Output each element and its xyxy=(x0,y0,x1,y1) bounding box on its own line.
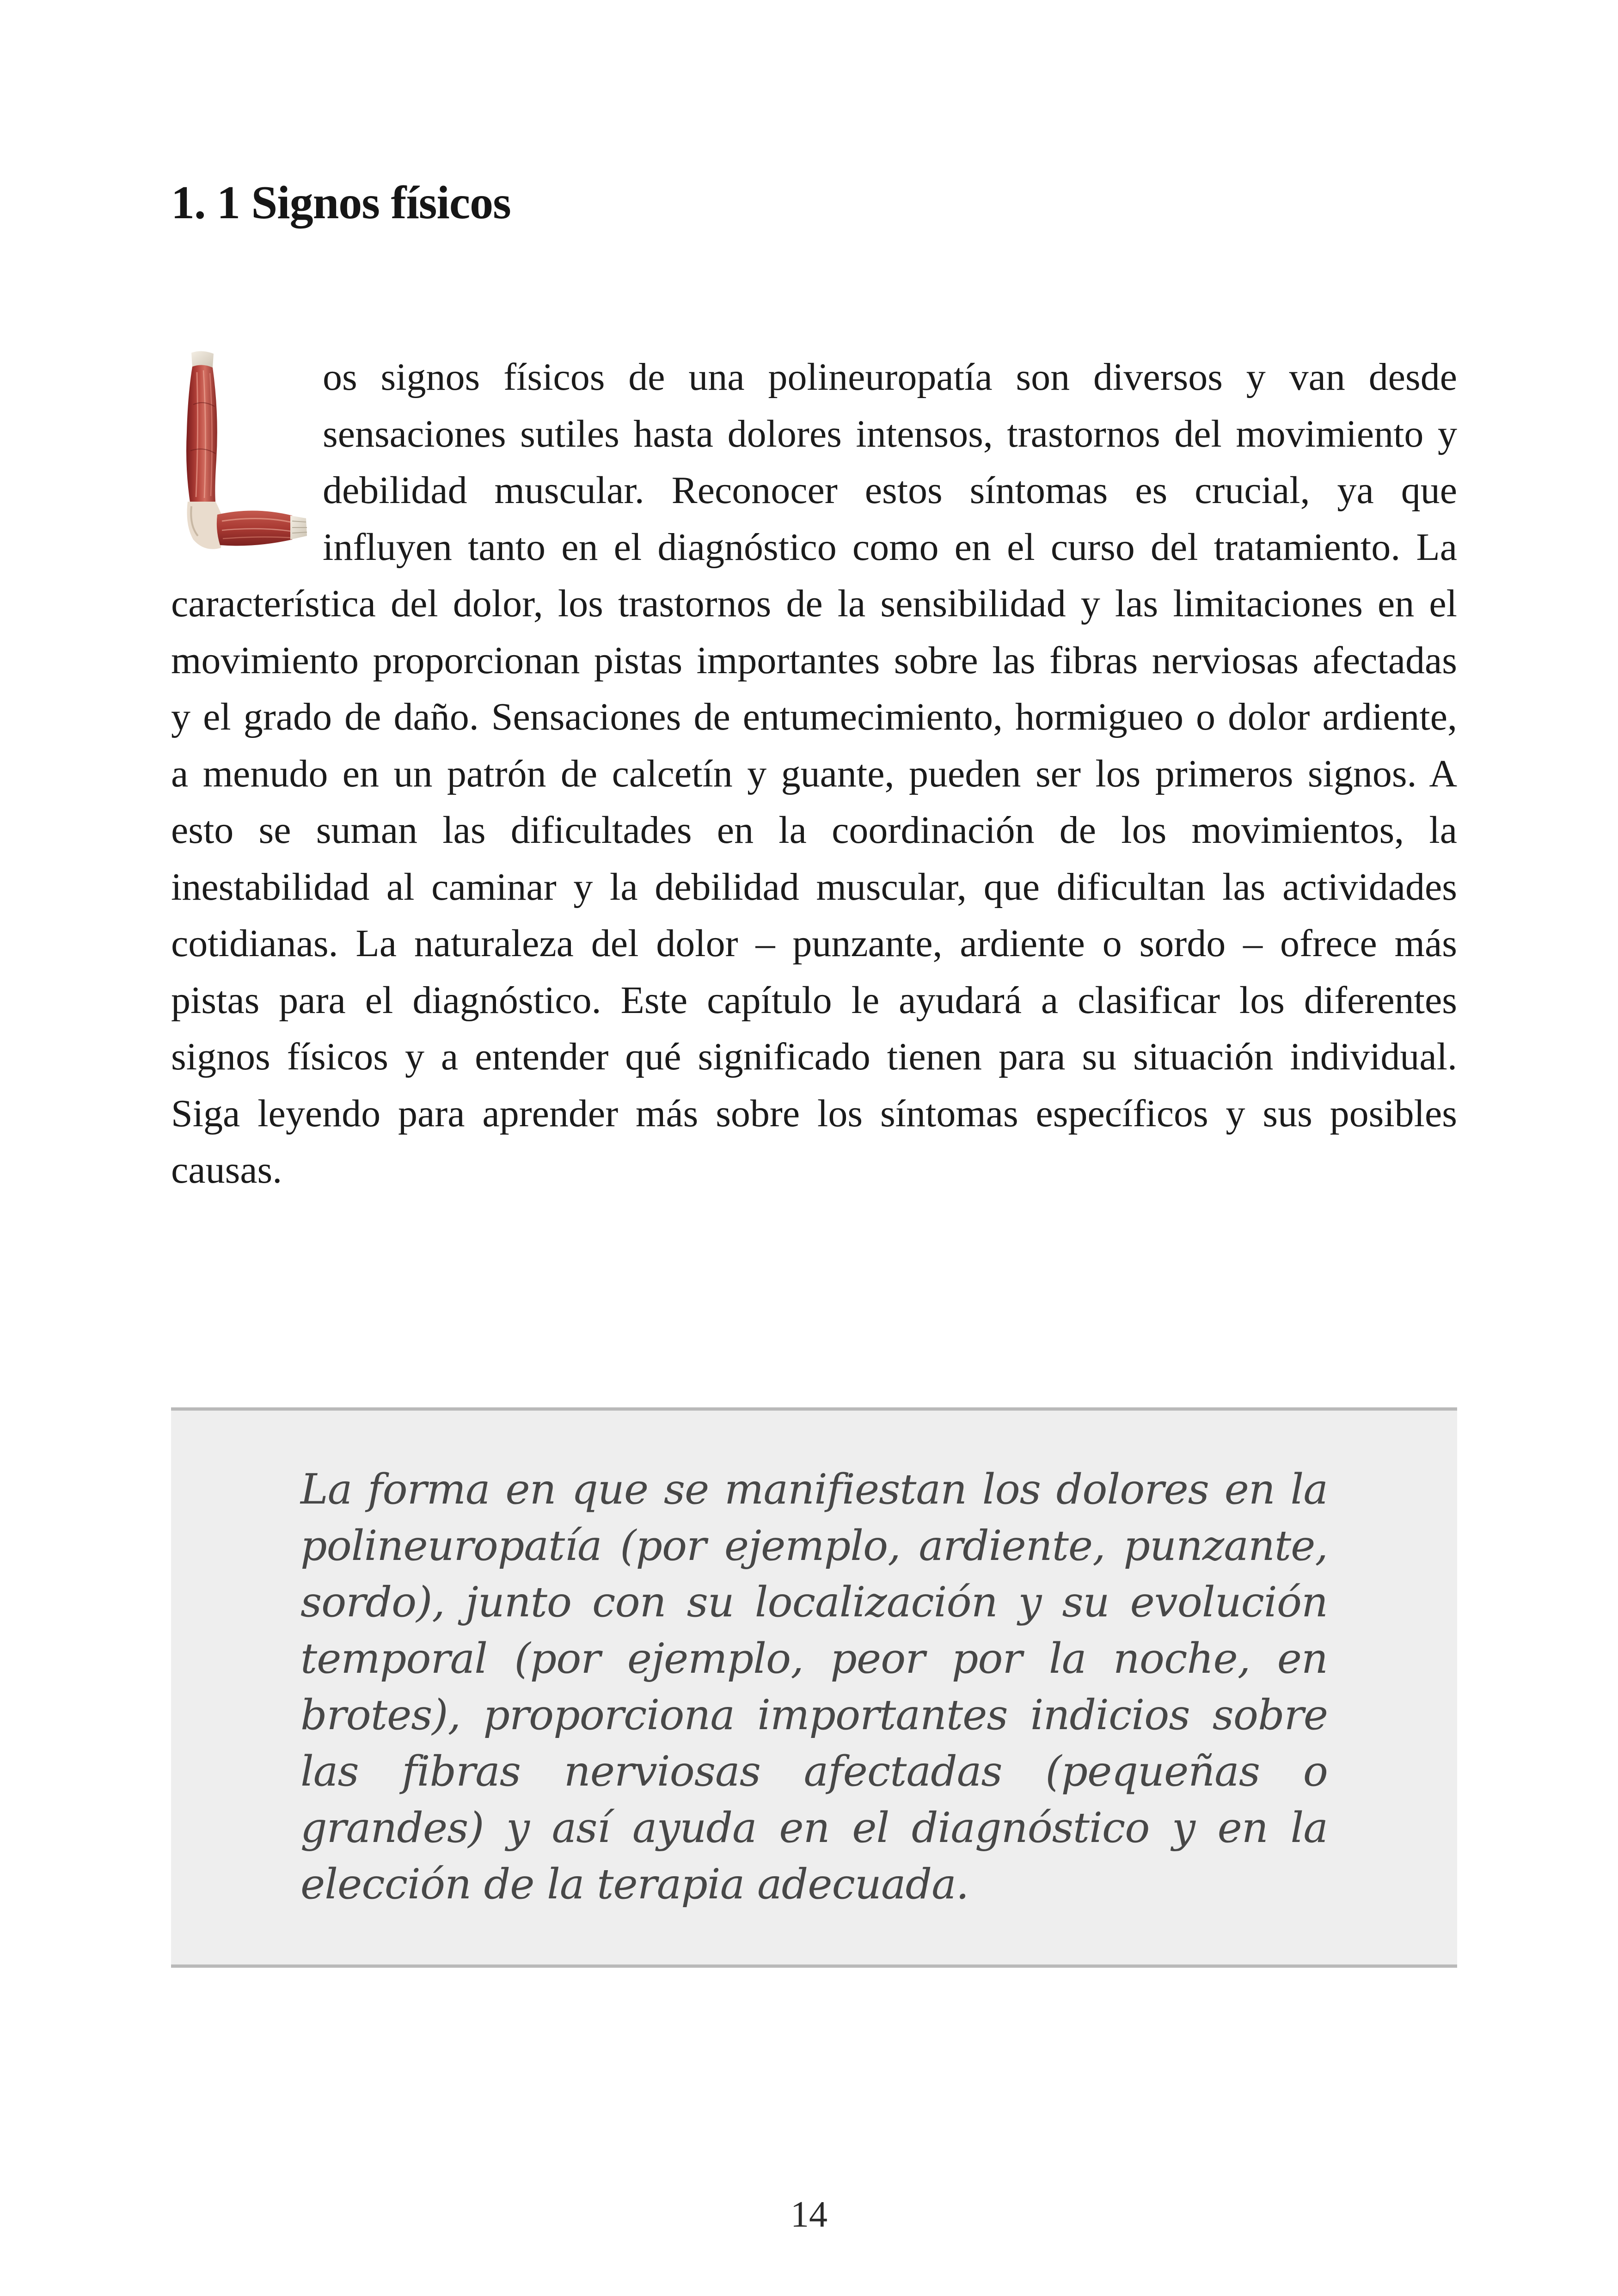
callout-text: La forma en que se manifiestan los dolores en la polineuropatía (por ejemplo, ardiente, punzante, sordo), junto con su localización y su evolución temporal (por ejemplo, peor por la noche, en brotes), proporciona importantes indicios sobre las fibras nerviosas afectadas (pequeñas o grandes) y así ayuda en el diagnóstico y en la elección de la terapia adecuada. xyxy=(300,1465,1328,1909)
callout-box xyxy=(171,1407,1457,1968)
section-heading: 1. 1 Signos físicos xyxy=(171,177,511,229)
body-text-block xyxy=(171,349,1457,1199)
dropcap-illustration xyxy=(171,349,310,563)
page-number: 14 xyxy=(791,2194,827,2235)
muscle-arm-l-icon xyxy=(171,349,310,563)
body-paragraph: os signos físicos de una polineuropatía son diversos y van desde sensaciones sutiles hasta dolores intensos, trastornos del movimiento y debilidad muscular. Reconocer estos síntomas es crucial, ya que influyen tanto en el diagnóstico como en el curso del tratamiento. La característica del dolor, los trastornos de la sensibilidad y las limitaciones en el movimiento proporcionan pistas importantes sobre las fibras nerviosas afectadas y el grado de daño. Sensaciones de entumecimiento, hormigueo o dolor ardiente, a menudo en un patrón de calcetín y guante, pueden ser los primeros signos. A esto se suman las dificultades en la coordinación de los movimientos, la inestabilidad al caminar y la debilidad muscular, que dificultan las actividades cotidianas. La naturaleza del dolor – punzante, ardiente o sordo – ofrece más pistas para el diagnóstico. Este capítulo le ayudará a clasificar los diferentes signos físicos y a entender qué significado tienen para su situación individual. Siga leyendo para aprender más sobre los síntomas específicos y sus posibles causas. xyxy=(171,356,1457,1191)
